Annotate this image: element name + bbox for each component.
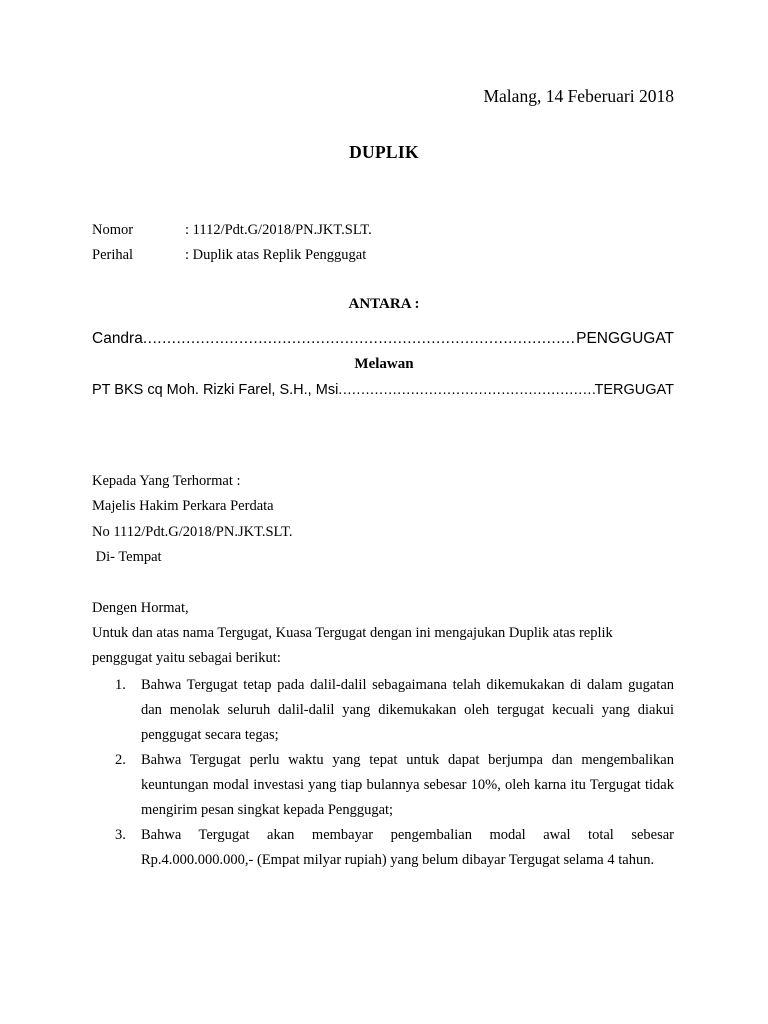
address-line-4: Di- Tempat [92,549,162,565]
list-item-text: Bahwa Tergugat tetap pada dalil-dalil sebagaimana telah dikemukakan di dalam gugatan dan menolak seluruh dalil-dalil yang dikemukakan oleh tergugat kecuali yang diakui penggugat secara tegas; [141,677,674,743]
list-item-number: 3. [115,827,126,843]
list-item [92,823,674,873]
plaintiff-name: Candra [92,330,143,347]
place-date: Malang, 14 Feberuari 2018 [483,86,674,106]
nomor-value: : 1112/Pdt.G/2018/PN.JKT.SLT. [185,222,372,238]
list-item-number: 2. [115,752,126,768]
plaintiff-role: PENGGUGAT [576,330,674,347]
perihal-label: Perihal [92,247,134,263]
intro-line-2: penggugat yaitu sebagai berikut: [92,650,281,666]
list-item [92,748,674,823]
list-item [92,673,674,748]
points-list [92,673,674,873]
nomor-label: Nomor [92,222,134,238]
address-line-3: No 1112/Pdt.G/2018/PN.JKT.SLT. [92,524,293,540]
address-line-2: Majelis Hakim Perkara Perdata [92,498,274,514]
plaintiff-line [92,330,674,348]
address-line-1: Kepada Yang Terhormat : [92,473,241,489]
list-item-text: Bahwa Tergugat perlu waktu yang tepat untuk dapat berjumpa dan mengembalikan keuntungan modal investasi yang tiap bulannya sebesar 10%, oleh karna itu Tergugat tidak mengirim pesan singkat kepada Penggugat; [141,752,674,818]
perihal-value: : Duplik atas Replik Penggugat [185,247,367,263]
list-item-text: Bahwa Tergugat akan membayar pengembalian modal awal total sebesar Rp.4.000.000.000,- (Empat milyar rupiah) yang belum dibayar Tergugat selama 4 tahun. [141,827,674,868]
defendant-name: PT BKS cq Moh. Rizki Farel, S.H., Msi [92,382,339,398]
defendant-line [92,382,674,398]
antara-heading: ANTARA : [348,296,420,312]
document-title: DUPLIK [349,142,419,162]
versus-heading: Melawan [354,356,414,372]
intro-line-1: Untuk dan atas nama Tergugat, Kuasa Tergugat dengan ini mengajukan Duplik atas replik [92,625,613,641]
list-item-number: 1. [115,677,126,693]
dot-leader [338,382,594,398]
defendant-role: TERGUGAT [594,382,674,398]
greeting: Dengen Hormat, [92,600,189,616]
dot-leader [143,330,576,348]
